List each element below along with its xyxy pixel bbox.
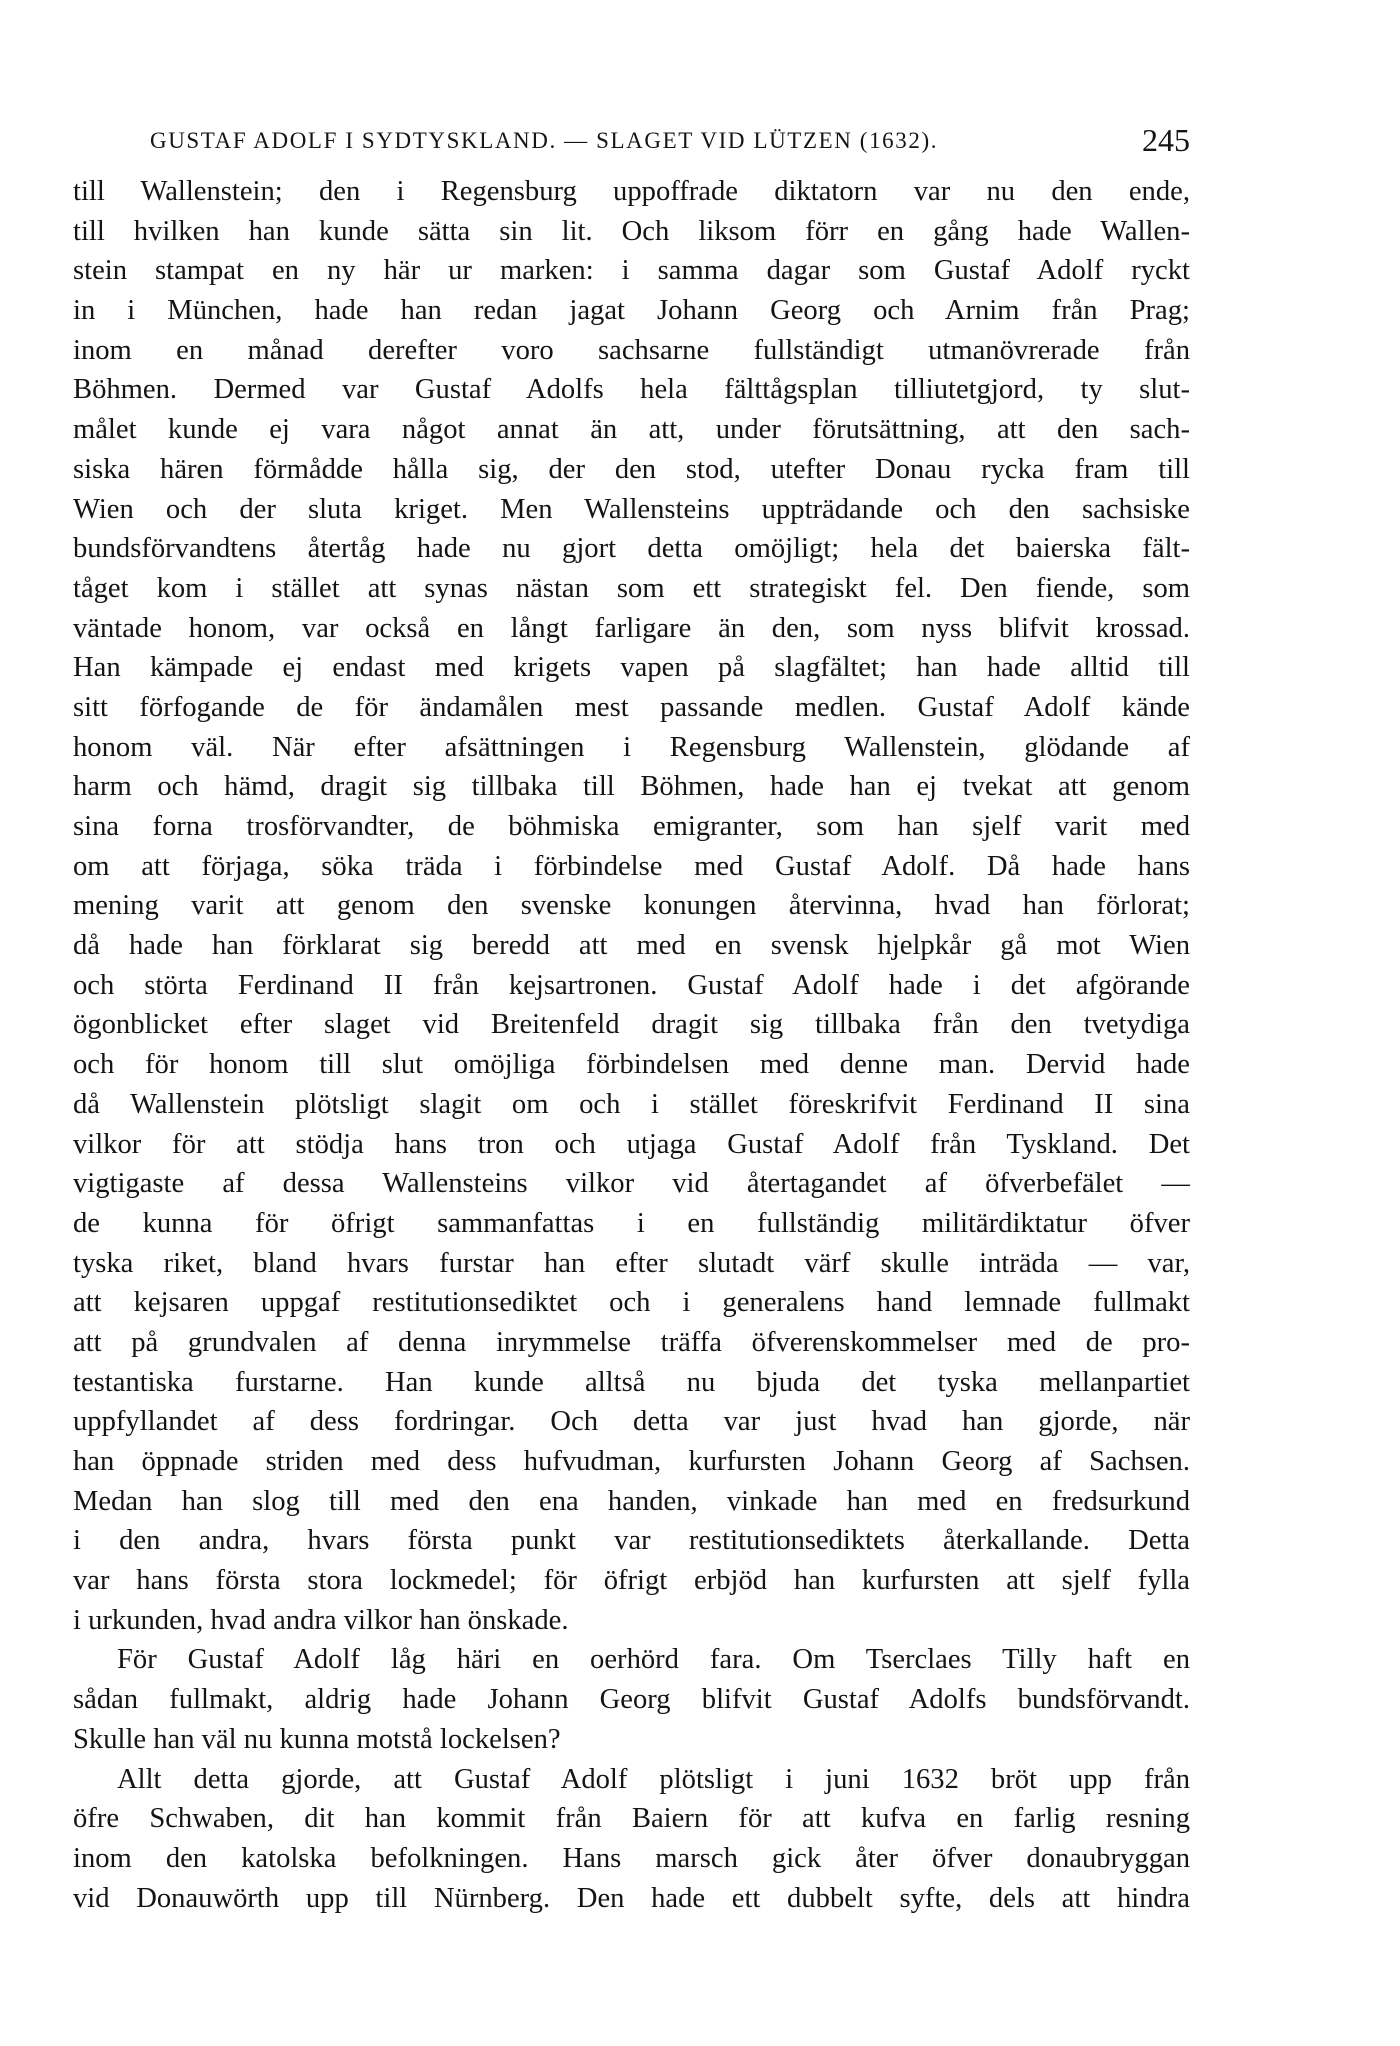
text-line: han öppnade striden med dess hufvudman, kurfursten Johann Georg af Sachsen.: [73, 1446, 1190, 1477]
text-line: in i München, hade han redan jagat Johann Georg och Arnim från Prag;: [73, 295, 1190, 327]
text-line: sina forna trosförvandter, de böhmiska emigranter, som han sjelf varit med: [73, 811, 1190, 842]
text-line: inom en månad derefter voro sachsarne fullständigt utmanövrerade från: [73, 334, 1190, 366]
text-line: siska hären förmådde hålla sig, der den stod, utefter Donau rycka fram till: [73, 453, 1190, 485]
running-title: GUSTAF ADOLF I SYDTYSKLAND. — SLAGET VID LÜTZEN (1632).: [150, 128, 939, 153]
text-line: till Wallenstein; den i Regensburg uppoffrade diktatorn var nu den ende,: [73, 176, 1190, 207]
text-line: de kunna för öfrigt sammanfattas i en fullständig militärdiktatur öfver: [73, 1207, 1190, 1239]
text-line: i urkunden, hvad andra vilkor han önskade.: [73, 1604, 569, 1636]
paragraph: [73, 1640, 1190, 1759]
text-line: då hade han förklarat sig beredd att med en svensk hjelpkår gå mot Wien: [73, 930, 1190, 962]
text-line: vilkor för att stödja hans tron och utjaga Gustaf Adolf från Tyskland. Det: [73, 1128, 1190, 1160]
body-text: [73, 172, 1190, 1918]
text-line: mening varit att genom den svenske konungen återvinna, hvad han förlorat;: [73, 890, 1190, 922]
text-line: och för honom till slut omöjliga förbindelsen med denne man. Dervid hade: [73, 1049, 1190, 1081]
text-line: uppfyllandet af dess fordringar. Och detta var just hvad han gjorde, när: [73, 1406, 1190, 1438]
text-line: att kejsaren uppgaf restitutionsediktet och i generalens hand lemnade fullmakt: [73, 1287, 1190, 1319]
text-line: vigtigaste af dessa Wallensteins vilkor vid återtagandet af öfverbefälet —: [73, 1168, 1190, 1200]
paragraph: [73, 1760, 1190, 1919]
text-line: var hans första stora lockmedel; för öfrigt erbjöd han kurfursten att sjelf fylla: [73, 1565, 1190, 1597]
text-line: vid Donauwörth upp till Nürnberg. Den hade ett dubbelt syfte, dels att hindra: [73, 1882, 1190, 1914]
text-line: ögonblicket efter slaget vid Breitenfeld dragit sig tillbaka från den tvetydiga: [73, 1009, 1190, 1041]
text-line: Skulle han väl nu kunna motstå lockelsen?: [73, 1723, 561, 1755]
text-line: honom väl. När efter afsättningen i Regensburg Wallenstein, glödande af: [73, 731, 1190, 763]
text-line: om att förjaga, söka träda i förbindelse med Gustaf Adolf. Då hade hans: [73, 850, 1190, 882]
text-line: Böhmen. Dermed var Gustaf Adolfs hela fälttågsplan tilliutetgjord, ty slut-: [73, 374, 1190, 406]
text-line: öfre Schwaben, dit han kommit från Baiern för att kufva en farlig resning: [73, 1803, 1190, 1835]
text-line: målet kunde ej vara något annat än att, under förutsättning, att den sach-: [73, 414, 1190, 446]
text-line: att på grundvalen af denna inrymmelse träffa öfverenskommelser med de pro-: [73, 1326, 1190, 1358]
paragraph: [73, 172, 1190, 1640]
text-line: testantiska furstarne. Han kunde alltså nu bjuda det tyska mellanpartiet: [73, 1366, 1190, 1398]
text-line: i den andra, hvars första punkt var restitutionsediktets återkallande. Detta: [73, 1525, 1190, 1557]
text-line: bundsförvandtens återtåg hade nu gjort detta omöjligt; hela det baierska fält-: [73, 533, 1190, 565]
text-line: stein stampat en ny här ur marken: i samma dagar som Gustaf Adolf ryckt: [73, 255, 1190, 287]
text-line: väntade honom, var också en långt farligare än den, som nyss blifvit krossad.: [73, 612, 1190, 644]
text-line: inom den katolska befolkningen. Hans marsch gick åter öfver donaubryggan: [73, 1842, 1190, 1874]
text-line: För Gustaf Adolf låg häri en oerhörd fara. Om Tserclaes Tilly haft en: [117, 1644, 1190, 1676]
text-line: och störta Ferdinand II från kejsartronen. Gustaf Adolf hade i det afgörande: [73, 969, 1190, 1001]
text-line: tyska riket, bland hvars furstar han efter slutadt värf skulle inträda — var,: [73, 1247, 1190, 1279]
text-line: harm och hämd, dragit sig tillbaka till Böhmen, hade han ej tvekat att genom: [73, 771, 1190, 803]
page-number: 245: [1142, 122, 1190, 158]
text-line: sitt förfogande de för ändamålen mest passande medlen. Gustaf Adolf kände: [73, 691, 1190, 723]
text-line: Medan han slog till med den ena handen, vinkade han med en fredsurkund: [73, 1485, 1190, 1517]
text-line: Han kämpade ej endast med krigets vapen på slagfältet; han hade alltid till: [73, 652, 1190, 684]
running-header: [150, 122, 1190, 162]
text-line: till hvilken han kunde sätta sin lit. Och liksom förr en gång hade Wallen-: [73, 215, 1190, 247]
text-line: Allt detta gjorde, att Gustaf Adolf plötsligt i juni 1632 bröt upp från: [117, 1763, 1190, 1795]
text-line: Wien och der sluta kriget. Men Wallensteins uppträdande och den sachsiske: [73, 493, 1190, 525]
text-line: tåget kom i stället att synas nästan som ett strategiskt fel. Den fiende, som: [73, 572, 1190, 604]
text-line: sådan fullmakt, aldrig hade Johann Georg blifvit Gustaf Adolfs bundsförvandt.: [73, 1684, 1190, 1716]
text-line: då Wallenstein plötsligt slagit om och i stället föreskrifvit Ferdinand II sina: [73, 1088, 1190, 1120]
